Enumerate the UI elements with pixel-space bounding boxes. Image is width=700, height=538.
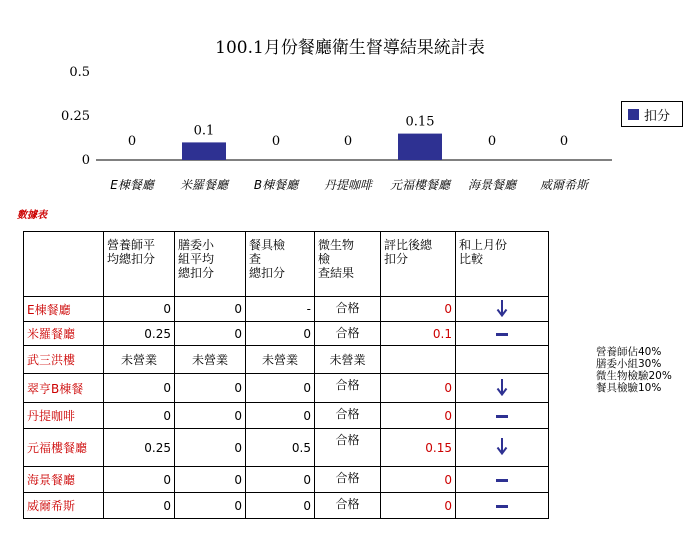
column-header-line: 檢 (318, 252, 331, 266)
compare-cell (456, 403, 549, 429)
utensil-score-cell: 0 (246, 374, 315, 403)
column-header (246, 232, 315, 297)
table-row (24, 322, 549, 346)
restaurant-name-cell: 米羅餐廳 (24, 322, 104, 346)
weighting-note: 膳委小組30% (596, 358, 662, 370)
column-header-line: 總扣分 (178, 266, 215, 280)
legend-label: 扣分 (644, 108, 671, 124)
table-row (24, 297, 549, 322)
column-header-line: 均總扣分 (107, 252, 156, 266)
compare-cell (456, 493, 549, 519)
micro-result-cell: 合格 (315, 429, 381, 467)
column-header-line: 膳委小 (178, 238, 215, 252)
y-tick-label: 0.5 (69, 65, 90, 80)
column-header (381, 232, 456, 297)
column-header-line: 微生物 (318, 238, 355, 252)
compare-cell (456, 467, 549, 493)
column-header (175, 232, 246, 297)
dietitian-score-cell: 0 (104, 297, 175, 322)
restaurant-name-cell: 威爾希斯 (24, 493, 104, 519)
bar-data-label: 0 (559, 134, 569, 149)
committee-score-cell: 0 (175, 403, 246, 429)
committee-score-cell: 0 (175, 429, 246, 467)
column-header-line: 組平均 (178, 252, 215, 266)
bar-data-label: 0 (271, 134, 281, 149)
utensil-score-cell: 0 (246, 467, 315, 493)
table-row (24, 346, 549, 374)
utensil-score-cell: 0 (246, 403, 315, 429)
column-header-line: 營養師平 (107, 238, 156, 252)
bar-data-label: 0 (343, 134, 353, 149)
restaurant-name-cell: 翠亨B棟餐 (24, 374, 104, 403)
compare-cell (456, 322, 549, 346)
total-score-cell: 0.1 (381, 322, 456, 346)
dietitian-score-cell: 未營業 (104, 346, 175, 374)
no-change-icon (496, 415, 508, 418)
no-change-icon (496, 333, 508, 336)
utensil-score-cell: 0 (246, 322, 315, 346)
no-change-icon (496, 505, 508, 508)
table-header-row (24, 232, 549, 297)
bar-data-label: 0 (487, 134, 497, 149)
compare-cell (456, 297, 549, 322)
micro-result-cell: 合格 (315, 374, 381, 403)
column-header-line: 查 (249, 252, 262, 266)
micro-result-cell: 合格 (315, 297, 381, 322)
legend-swatch (628, 109, 639, 120)
micro-result-cell: 合格 (315, 493, 381, 519)
micro-result-cell: 未營業 (315, 346, 381, 374)
no-change-icon (496, 479, 508, 482)
chart-title: 100.1月份餐廳衛生督導結果統計表 (215, 38, 485, 58)
bar-data-label: 0 (127, 134, 137, 149)
x-category-label: 丹提咖啡 (323, 178, 373, 192)
table-body (24, 297, 549, 519)
table-row (24, 493, 549, 519)
total-score-cell: 0.15 (381, 429, 456, 467)
table-row (24, 374, 549, 403)
x-category-label: 威爾希斯 (539, 178, 589, 192)
down-arrow-icon (495, 378, 509, 396)
bar-data-label: 0.1 (193, 123, 215, 139)
committee-score-cell: 0 (175, 374, 246, 403)
column-header-line: 扣分 (384, 252, 409, 266)
table-caption: 數據表 (17, 210, 47, 221)
dietitian-score-cell: 0 (104, 374, 175, 403)
x-category-label: 海景餐廳 (467, 178, 517, 192)
x-category-label: 元福樓餐廳 (389, 178, 451, 192)
compare-cell (456, 346, 549, 374)
column-header (456, 232, 549, 297)
weighting-note: 餐具檢驗10% (596, 382, 662, 394)
compare-cell (456, 429, 549, 467)
committee-score-cell: 0 (175, 493, 246, 519)
column-header-line: 餐具檢 (249, 238, 286, 252)
dietitian-score-cell: 0.25 (104, 429, 175, 467)
micro-result-cell: 合格 (315, 467, 381, 493)
dietitian-score-cell: 0 (104, 493, 175, 519)
table-row (24, 467, 549, 493)
weighting-note: 營養師佔40% (596, 346, 662, 358)
dietitian-score-cell: 0 (104, 403, 175, 429)
column-header (104, 232, 175, 297)
column-header-line: 總扣分 (249, 266, 286, 280)
utensil-score-cell: - (246, 297, 315, 322)
committee-score-cell: 0 (175, 467, 246, 493)
restaurant-name-cell: E棟餐廳 (24, 297, 104, 322)
y-tick-label: 0 (81, 153, 90, 168)
restaurant-name-cell: 元福樓餐廳 (24, 429, 104, 467)
down-arrow-icon (495, 437, 509, 455)
data-table (23, 231, 549, 519)
micro-result-cell: 合格 (315, 403, 381, 429)
utensil-score-cell: 0 (246, 493, 315, 519)
bar-chart (0, 0, 700, 200)
restaurant-name-cell: 丹提咖啡 (24, 403, 104, 429)
table-row (24, 429, 549, 467)
table-row (24, 403, 549, 429)
dietitian-score-cell: 0.25 (104, 322, 175, 346)
total-score-cell: 0 (381, 403, 456, 429)
total-score-cell: 0 (381, 374, 456, 403)
bar (182, 142, 226, 160)
utensil-score-cell: 0.5 (246, 429, 315, 467)
x-category-label: E棟餐廳 (110, 178, 154, 192)
chart-legend (621, 101, 683, 127)
committee-score-cell: 未營業 (175, 346, 246, 374)
total-score-cell: 0 (381, 467, 456, 493)
committee-score-cell: 0 (175, 297, 246, 322)
total-score-cell (381, 346, 456, 374)
x-category-label: 米羅餐廳 (179, 178, 229, 192)
total-score-cell: 0 (381, 297, 456, 322)
column-header (24, 232, 104, 297)
restaurant-name-cell: 海景餐廳 (24, 467, 104, 493)
column-header (315, 232, 381, 297)
micro-result-cell: 合格 (315, 322, 381, 346)
column-header-line: 查結果 (318, 266, 355, 280)
restaurant-name-cell: 武三洪樓 (24, 346, 104, 374)
weighting-notes (596, 346, 672, 394)
column-header-line: 和上月份 (459, 238, 508, 252)
compare-cell (456, 374, 549, 403)
down-arrow-icon (495, 299, 509, 317)
y-tick-label: 0.25 (61, 109, 90, 124)
dietitian-score-cell: 0 (104, 467, 175, 493)
utensil-score-cell: 未營業 (246, 346, 315, 374)
total-score-cell: 0 (381, 493, 456, 519)
bar (398, 134, 442, 160)
committee-score-cell: 0 (175, 322, 246, 346)
bar-data-label: 0.15 (405, 114, 435, 130)
column-header-line: 評比後總 (384, 238, 433, 252)
x-category-label: B棟餐廳 (253, 178, 299, 192)
weighting-note: 微生物檢驗20% (596, 370, 672, 382)
column-header-line: 比較 (459, 252, 484, 266)
